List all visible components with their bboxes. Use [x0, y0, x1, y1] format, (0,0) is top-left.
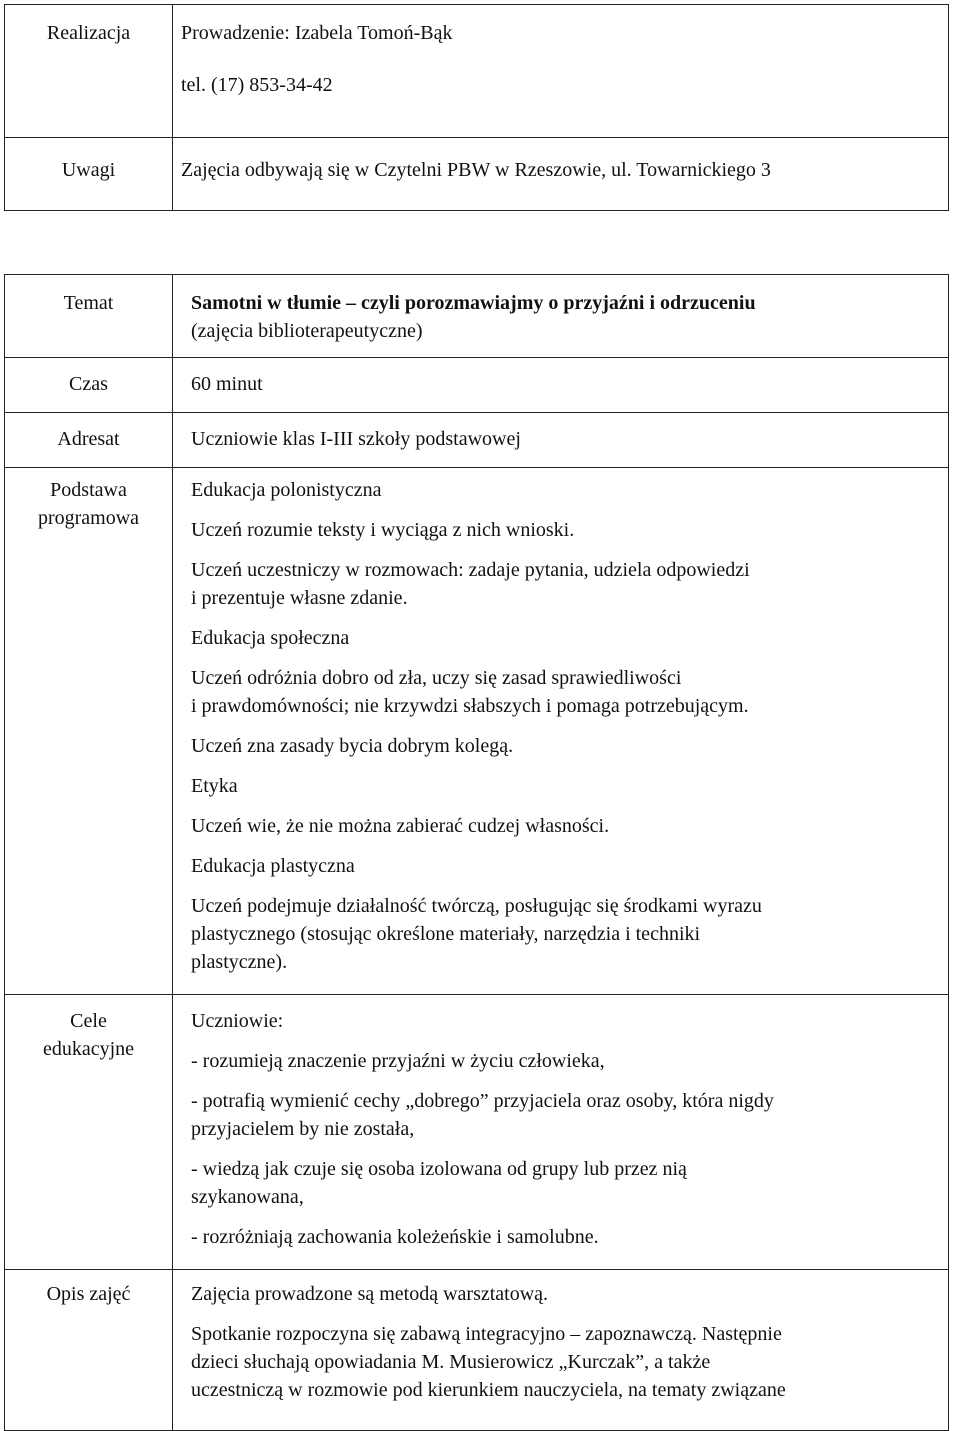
- goal-item-2b: przyjacielem by nie została,: [191, 1118, 415, 1140]
- label-adresat: [5, 413, 173, 468]
- req-art-1b: plastycznego (stosując określone materiały, narzędzia i techniki: [191, 923, 701, 945]
- label-uwagi: [5, 138, 173, 211]
- section-ethics: Etyka: [191, 775, 238, 797]
- cell-czas: [173, 358, 949, 413]
- topic-subtitle: (zajęcia biblioterapeutyczne): [191, 320, 423, 342]
- row-realizacja: [5, 5, 949, 138]
- lesson-plan-table: [4, 274, 949, 1431]
- cell-adresat: [173, 413, 949, 468]
- label-czas-text: Czas: [69, 373, 108, 395]
- coordinator-line: Prowadzenie: Izabela Tomoń-Bąk: [181, 22, 453, 44]
- section-polish: Edukacja polonistyczna: [191, 479, 382, 501]
- row-temat: [5, 275, 949, 358]
- location-note: Zajęcia odbywają się w Czytelni PBW w Rzeszowie, ul. Towarnickiego 3: [181, 159, 771, 181]
- row-adresat: [5, 413, 949, 468]
- label-cele: [5, 995, 173, 1270]
- req-art-1a: Uczeń podejmuje działalność twórczą, posługując się środkami wyrazu: [191, 895, 762, 917]
- req-polish-1: Uczeń rozumie teksty i wyciąga z nich wnioski.: [191, 519, 575, 541]
- label-podstawa: [5, 468, 173, 995]
- cell-opis: [173, 1270, 949, 1431]
- section-social: Edukacja społeczna: [191, 627, 350, 649]
- label-temat-text: Temat: [63, 292, 114, 314]
- goal-item-3b: szykanowana,: [191, 1186, 304, 1208]
- cell-uwagi: [173, 138, 949, 211]
- label-temat: [5, 275, 173, 358]
- goal-item-3a: - wiedzą jak czuje się osoba izolowana od grupy lub przez nią: [191, 1158, 687, 1180]
- row-opis: [5, 1270, 949, 1431]
- goal-item-2a: - potrafią wymienić cechy „dobrego” przyjaciela oraz osoby, która nigdy: [191, 1090, 774, 1112]
- cell-cele: [173, 995, 949, 1270]
- goals-intro: Uczniowie:: [191, 1010, 284, 1032]
- cell-temat: [173, 275, 949, 358]
- description-2a: Spotkanie rozpoczyna się zabawą integracyjno – zapoznawczą. Następnie: [191, 1323, 782, 1345]
- goal-item-4: - rozróżniają zachowania koleżeńskie i samolubne.: [191, 1226, 599, 1248]
- req-social-1b: i prawdomówności; nie krzywdzi słabszych i pomaga potrzebującym.: [191, 695, 749, 717]
- cell-realizacja: [173, 5, 949, 138]
- label-podstawa-line1: Podstawa: [50, 479, 127, 501]
- row-czas: [5, 358, 949, 413]
- section-art: Edukacja plastyczna: [191, 855, 355, 877]
- phone-line: tel. (17) 853-34-42: [181, 74, 333, 96]
- description-2b: dzieci słuchają opowiadania M. Musierowicz „Kurczak”, a także: [191, 1351, 711, 1373]
- label-adresat-text: Adresat: [57, 428, 120, 450]
- label-cele-line2: edukacyjne: [42, 1038, 135, 1060]
- topic-title: Samotni w tłumie – czyli porozmawiajmy o przyjaźni i odrzuceniu: [191, 292, 756, 314]
- duration-text: 60 minut: [191, 373, 263, 395]
- row-uwagi: [5, 138, 949, 211]
- goal-item-1: - rozumieją znaczenie przyjaźni w życiu człowieka,: [191, 1050, 605, 1072]
- description-1: Zajęcia prowadzone są metodą warsztatową.: [191, 1283, 549, 1305]
- req-polish-2a: Uczeń uczestniczy w rozmowach: zadaje pytania, udziela odpowiedzi: [191, 559, 750, 581]
- label-realizacja-text: Realizacja: [46, 22, 131, 44]
- label-realizacja: [5, 5, 173, 138]
- req-art-1c: plastyczne).: [191, 951, 288, 973]
- label-czas: [5, 358, 173, 413]
- label-cele-line1: Cele: [70, 1010, 107, 1032]
- realization-table: [4, 4, 949, 211]
- req-social-1a: Uczeń odróżnia dobro od zła, uczy się zasad sprawiedliwości: [191, 667, 682, 689]
- cell-podstawa: [173, 468, 949, 995]
- label-podstawa-line2: programowa: [37, 507, 140, 529]
- req-social-2: Uczeń zna zasady bycia dobrym kolegą.: [191, 735, 514, 757]
- row-podstawa: [5, 468, 949, 995]
- req-polish-2b: i prezentuje własne zdanie.: [191, 587, 408, 609]
- label-uwagi-text: Uwagi: [61, 159, 116, 181]
- label-opis-text: Opis zajęć: [46, 1283, 131, 1305]
- req-ethics-1: Uczeń wie, że nie można zabierać cudzej własności.: [191, 815, 610, 837]
- row-cele: [5, 995, 949, 1270]
- label-opis: [5, 1270, 173, 1431]
- audience-text: Uczniowie klas I-III szkoły podstawowej: [191, 428, 521, 450]
- description-2c: uczestniczą w rozmowie pod kierunkiem nauczyciela, na tematy związane: [191, 1379, 786, 1401]
